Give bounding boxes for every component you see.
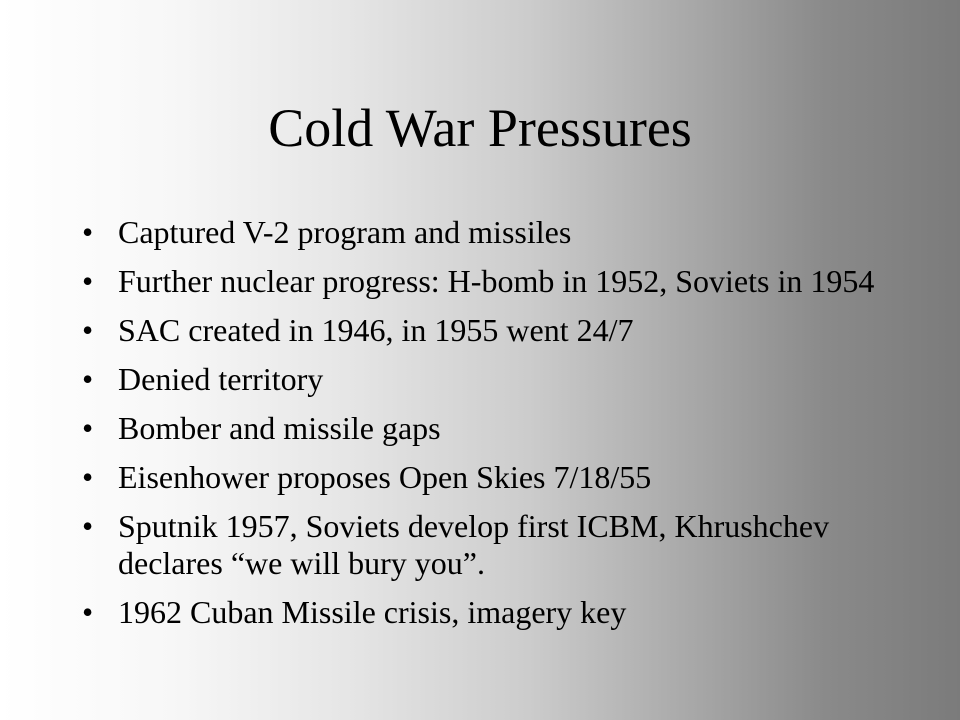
bullet-item: • Further nuclear progress: H-bomb in 1952, Soviets in 1954 [0, 263, 960, 300]
bullet-item: • 1962 Cuban Missile crisis, imagery key [0, 594, 960, 631]
bullet-item: • Sputnik 1957, Soviets develop first ICBM, Khrushchev declares “we will bury you”. [0, 508, 960, 582]
slide-title: Cold War Pressures [268, 98, 692, 158]
bullet-list [0, 214, 960, 643]
bullet-item: • SAC created in 1946, in 1955 went 24/7 [0, 312, 960, 349]
bullet-item: • Denied territory [0, 361, 960, 398]
bullet-item: • Captured V-2 program and missiles [0, 214, 960, 251]
bullet-item: • Bomber and missile gaps [0, 410, 960, 447]
bullet-item: • Eisenhower proposes Open Skies 7/18/55 [0, 459, 960, 496]
